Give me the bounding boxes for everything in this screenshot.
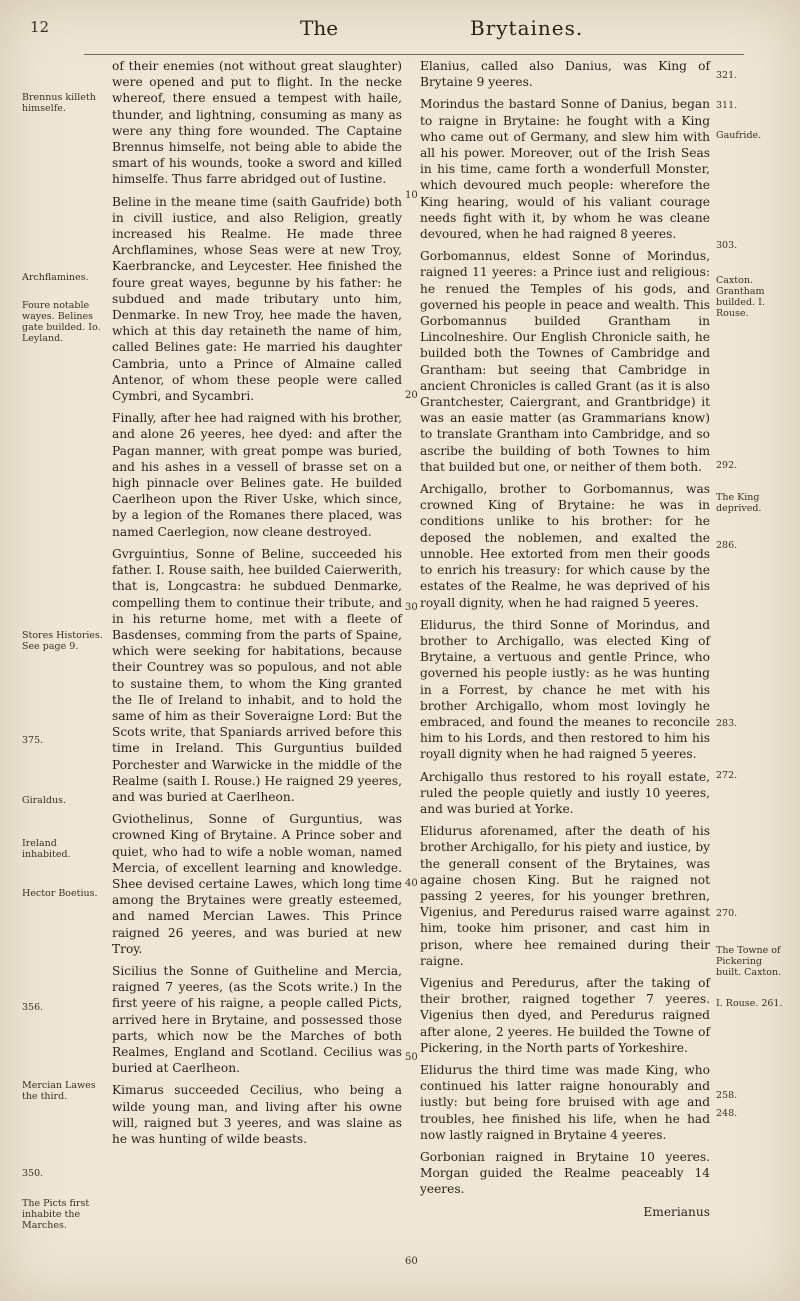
right-margin-note: 283. — [716, 718, 738, 729]
left-margin-note: Mercian Lawes the third. — [22, 1080, 96, 1102]
line-number: 20 — [405, 390, 418, 401]
right-margin-note: 292. — [716, 460, 738, 471]
right-paragraph: Elanius, called also Danius, was King of Brytaine 9 yeeres. — [420, 59, 710, 90]
left-margin-note: 356. — [22, 1002, 44, 1013]
right-margin-note: Gaufride. — [716, 130, 762, 141]
right-margin-note: 311. — [716, 100, 738, 111]
line-number: 30 — [405, 602, 418, 613]
page-number: 12 — [30, 18, 50, 36]
right-margin-note: 303. — [716, 240, 738, 251]
catchword: Emerianus — [643, 1204, 710, 1219]
right-paragraph: Vigenius and Peredurus, after the taking of their brother, raigned together 7 yeeres. Vigenius then dyed, and Peredurus raigned after alone, 2 yeeres. He builded the Towne of Pickering, in the North parts of Yorkeshire. — [420, 975, 710, 1055]
right-margin-note: 272. — [716, 770, 738, 781]
left-paragraph: Kimarus succeeded Cecilius, who being a wilde young man, and living after his owne will, raigned but 3 yeeres, and was slaine as he was hunting of wilde beasts. — [112, 1083, 402, 1146]
line-number: 40 — [405, 878, 418, 889]
left-margin-note: Stores Histories. See page 9. — [22, 630, 103, 652]
left-paragraph: of their enemies (not without great slaughter) were opened and put to flight. In the necke whereof, there ensued a tempest with haile, thunder, and lightning, consuming as many as were any thing fore wounded. The Captaine Brennus himselfe, not being able to abide the smart of his wounds, tooke a sword and killed himselfe. Thus farre abridged out of Iustine. — [112, 59, 402, 187]
running-head-left: The — [300, 16, 339, 40]
line-number: 50 — [405, 1052, 418, 1063]
left-margin-note: Ireland inhabited. — [22, 838, 71, 860]
right-margin-note: The Towne of Pickering built. Caxton. — [716, 945, 782, 978]
right-paragraph: Elidurus the third time was made King, who continued his latter raigne honourably and iustly: but being fore bruised with age and troubles, hee finished his life, when he had now lastly raigned in Brytaine 4 yeeres. — [420, 1062, 710, 1142]
left-paragraph: Sicilius the Sonne of Guitheline and Mercia, raigned 7 yeeres, (as the Scots write.) In the first yeere of his raigne, a people called Picts, arrived here in Brytaine, and possessed those parts, which now be the Marches of both Realmes, England and Scotland. Cecilius was buried at Caerlheon. — [112, 963, 402, 1076]
header-rule — [84, 54, 744, 55]
left-margin-note: 375. — [22, 735, 44, 746]
right-margin-note: 321. — [716, 70, 738, 81]
left-column — [112, 58, 402, 1153]
right-margin-note: 258. — [716, 1090, 738, 1101]
running-head-right: Brytaines. — [470, 16, 584, 40]
left-margin-note: The Picts first inhabite the Marches. — [22, 1198, 90, 1231]
right-margin-note: Caxton. Grantham builded. I. Rouse. — [716, 275, 765, 319]
left-margin-note: Brennus killeth himselfe. — [22, 92, 96, 114]
right-margin-note: 248. — [716, 1108, 738, 1119]
right-paragraph: Archigallo, brother to Gorbomannus, was crowned King of Brytaine: he was in conditions unlike to his brother: for he deposed the noblemen, and exalted the unnoble. Hee extorted from men their goods to enrich his treasury: for which cause by the estates of the Realme, he was deprived of his royall dignity, when he had raigned 5 yeeres. — [420, 482, 710, 610]
left-paragraph: Beline in the meane time (saith Gaufride) both in civill iustice, and also Religion, greatly increased his Realme. He made three Archflamines, whose Seas were at new Troy, Kaerbrancke, and Leycester. Hee finished the foure great wayes, begunne by his father: he subdued and made tributary unto him, Denmarke. In new Troy, hee made the haven, which at this day retaineth the name of him, called Belines gate: He married his daughter Cambria, unto a Prince of Almaine called Antenor, of whom these people were called Cymbri, and Sycambri. — [112, 194, 402, 404]
right-paragraph: Elidurus, the third Sonne of Morindus, and brother to Archigallo, was elected King of Brytaine, a vertuous and gentle Prince, who governed his people iustly: as he was hunting in a Forrest, by chance he met with his brother Archigallo, whom most lovingly he embraced, and found the meanes to reconcile him to his Lords, and then restored to him his royall dignity when he had raigned 5 yeeres. — [420, 617, 710, 762]
page-header — [0, 12, 800, 52]
right-paragraph: Gorbonian raigned in Brytaine 10 yeeres. Morgan guided the Realme peaceably 14 yeeres. — [420, 1150, 710, 1197]
right-margin-note: The King deprived. — [716, 492, 762, 514]
left-margin-note: 350. — [22, 1168, 44, 1179]
right-margin-note: 286. — [716, 540, 738, 551]
right-paragraph: Archigallo thus restored to his royall estate, ruled the people quietly and iustly 10 yeeres, and was buried at Yorke. — [420, 769, 710, 816]
left-paragraph: Finally, after hee had raigned with his brother, and alone 26 yeeres, hee dyed: and after the Pagan manner, with great pompe was buried, and his ashes in a vessell of brasse set on a high pinnacle over Belines gate. He builded Caerlheon upon the River Uske, which since, by a legion of the Romanes there placed, was named Caerlegion, now cleane destroyed. — [112, 411, 402, 539]
left-paragraph: Gviothelinus, Sonne of Gurguntius, was crowned King of Brytaine. A Prince sober and quiet, who had to wife a noble woman, named Mercia, of excellent learning and knowledge. Shee devised certaine Lawes, which long time among the Brytaines were greatly esteemed, and named Mercian Lawes. This Prince raigned 26 yeeres, and was buried at new Troy. — [112, 812, 402, 956]
right-paragraph: Elidurus aforenamed, after the death of his brother Archigallo, for his piety and iustice, by the generall consent of the Brytaines, was againe chosen King. But he raigned not passing 2 yeeres, for his younger brethren, Vigenius, and Peredurus raised warre against him, tooke him prisoner, and cast him in prison, where hee remained during their raigne. — [420, 824, 710, 968]
line-number: 10 — [405, 190, 418, 201]
left-margin-note: Foure notable wayes. Belines gate builded. Io. Leyland. — [22, 300, 101, 344]
right-margin-note: 270. — [716, 908, 738, 919]
left-margin-note: Hector Boetius. — [22, 888, 98, 899]
left-margin-note: Giraldus. — [22, 795, 66, 806]
right-margin-note: I. Rouse. 261. — [716, 998, 783, 1009]
right-paragraph: Gorbomannus, eldest Sonne of Morindus, raigned 11 yeeres: a Prince iust and religious: he renued the Temples of his gods, and governed his people in peace and wealth. This Gorbomannus builded Grantham in Lincolneshire. Our English Chronicle saith, he builded both the Townes of Cambridge and Grantham: but seeing that Cambridge in ancient Chronicles is called Grant (as it is also Grantchester, Caiergrant, and Grantbridge) it was an easie matter (as Grammarians know) to translate Grantham into Cambridge, and so ascribe the building of both Townes to him that builded but one, or neither of them both. — [420, 249, 710, 474]
right-column — [420, 58, 710, 1226]
left-margin-note: Archflamines. — [22, 272, 89, 283]
line-number: 60 — [405, 1256, 418, 1267]
left-paragraph: Gvrguintius, Sonne of Beline, succeeded his father. I. Rouse saith, hee builded Caierwerith, that is, Longcastra: he subdued Denmarke, compelling them to continue their tribute, and in his returne home, met with a fleete of Basdenses, comming from the parts of Spaine, which were seeking for habitations, because their Countrey was so populous, and not able to sustaine them, to whom the King granted the Ile of Ireland to inhabit, and to hold the same of him as their Soveraigne Lord: But the Scots write, that Spaniards arrived before this time in Ireland. This Gurguntius builded Porchester and Warwicke in the middle of the Realme (saith I. Rouse.) He raigned 29 yeeres, and was buried at Caerlheon. — [112, 546, 402, 804]
right-paragraph: Morindus the bastard Sonne of Danius, began to raigne in Brytaine: he fought with a King who came out of Germany, and slew him with all his power. Moreover, out of the Irish Seas in his time, came forth a wonderfull Monster, which devoured much people: wherefore the King hearing, would of his valiant courage needs fight with it, by whom he was cleane devoured, when he had raigned 8 yeeres. — [420, 97, 710, 242]
